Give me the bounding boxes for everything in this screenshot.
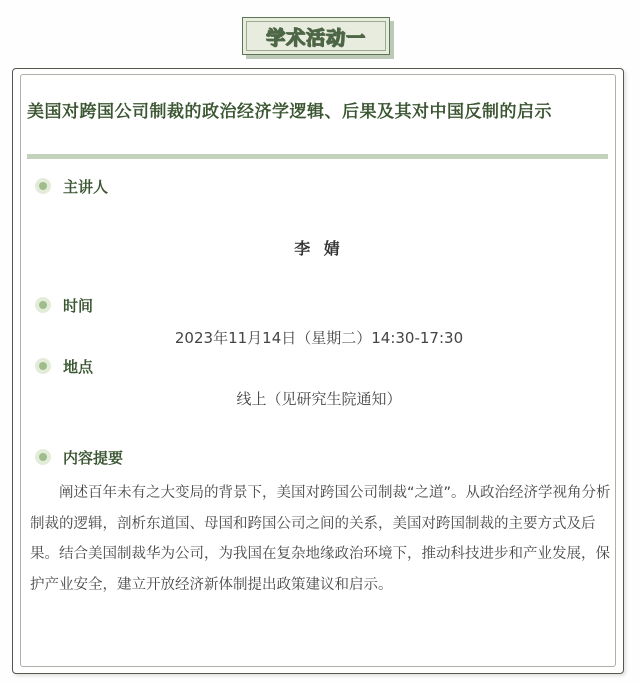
summary-heading: 内容提要 [63, 449, 124, 467]
place-value: 线上（见研究生院通知） [236, 390, 402, 408]
speaker-heading: 主讲人 [63, 178, 109, 196]
badge-box [242, 17, 390, 55]
bullet-circle-icon [35, 358, 51, 374]
place-heading: 地点 [63, 358, 94, 376]
speaker-name: 李 婧 [294, 239, 344, 258]
activity-badge [242, 17, 394, 59]
event-title: 美国对跨国公司制裁的政治经济学逻辑、后果及其对中国反制的启示 [27, 102, 552, 122]
bullet-circle-icon [35, 178, 51, 194]
time-heading: 时间 [63, 297, 94, 315]
badge-label: 学术活动一 [265, 26, 366, 49]
time-value: 2023年11月14日（星期二）14:30-17:30 [174, 329, 464, 347]
title-divider [27, 154, 608, 159]
bullet-circle-icon [35, 297, 51, 313]
bullet-circle-icon [35, 449, 51, 465]
summary-text: 阐述百年未有之大变局的背景下，美国对跨国公司制裁“之道”。从政治经济学视角分析制裁的逻辑，剖析东道国、母国和跨国公司之间的关系，美国对跨国制裁的主要方式及后果。结合美国制裁华为公司，为我国在复杂地缘政治环境下，推动科技进步和产业发展，保护产业安全，建立开放经济新体制提出政策建议和启示。 [30, 485, 611, 593]
